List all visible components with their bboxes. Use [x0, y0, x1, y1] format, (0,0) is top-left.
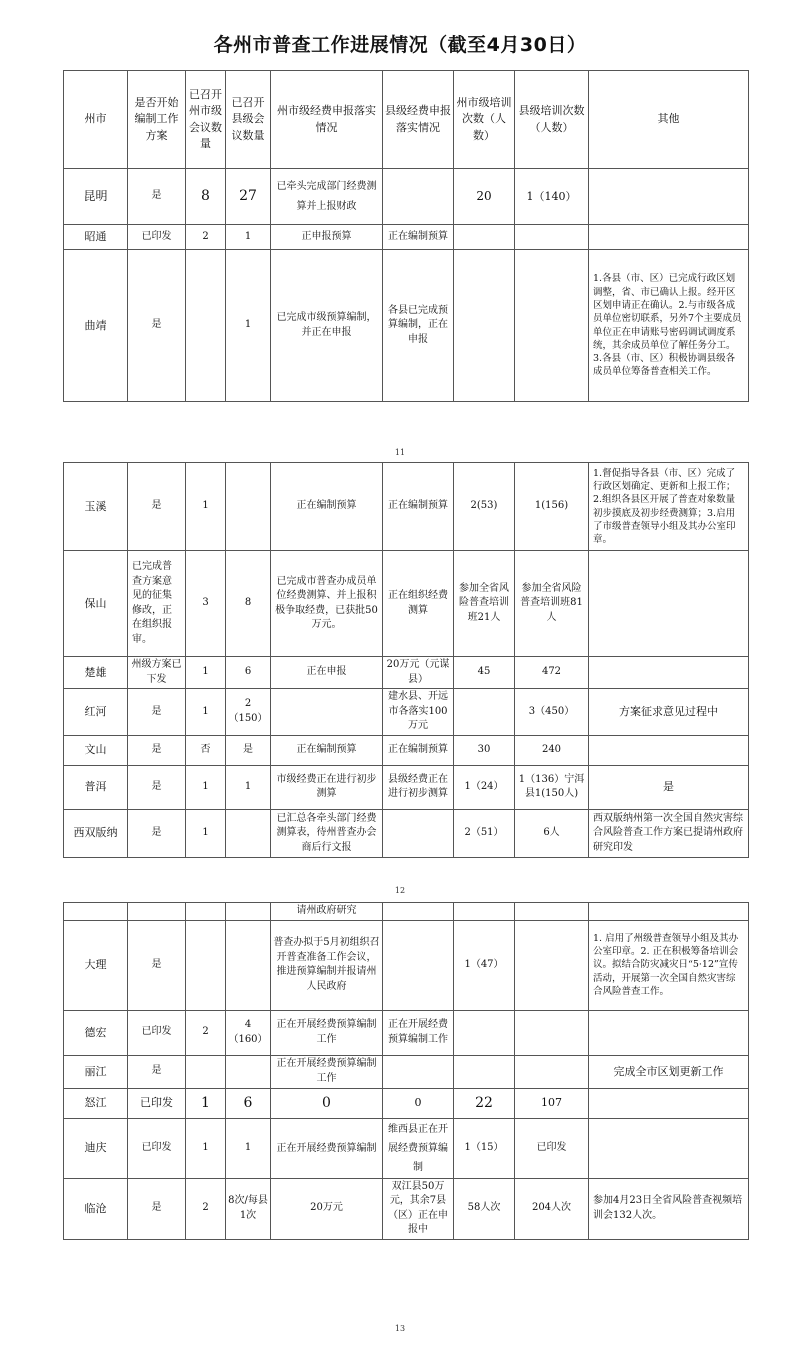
cell-other: 完成全市区划更新工作: [589, 1055, 749, 1088]
cell-county-training: [515, 1055, 589, 1088]
cell-county-meetings: 2（150）: [226, 689, 271, 736]
cell-city: 丽江: [64, 1055, 128, 1088]
cell-county-meetings: 是: [226, 735, 271, 765]
table-row: [64, 1010, 749, 1055]
cell-plan: 州级方案已下发: [128, 657, 186, 689]
cell-county-training: [515, 920, 589, 1010]
table-row: [64, 1178, 749, 1239]
table-row: [64, 657, 749, 689]
cell-city-meetings: 1: [186, 765, 226, 809]
cell-other: [589, 735, 749, 765]
cell-city-funding: [271, 689, 383, 736]
cell-plan: 已印发: [128, 225, 186, 250]
cell-city-funding: 正在开展经费预算编制工作: [271, 1055, 383, 1088]
cell-city-funding-continued: 请州政府研究: [271, 903, 383, 921]
page-number: 12: [394, 886, 406, 895]
cell-county-funding: 各县已完成预算编制，正在申报: [383, 250, 454, 402]
cell-city: 昆明: [64, 169, 128, 225]
cell-other: 1.督促指导各县（市、区）完成了行政区划确定、更新和上报工作；2.组织各县区开展了普查对象数量初步摸底及初步经费测算；3.启用了市级普查领导小组及其办公室印章。: [589, 463, 749, 551]
cell-plan: 已印发: [128, 1010, 186, 1055]
cell-city-meetings: [186, 250, 226, 402]
cell-city-meetings: 2: [186, 225, 226, 250]
table-row: [64, 463, 749, 551]
cell-county-meetings: 8: [226, 551, 271, 657]
cell-city: 迪庆: [64, 1118, 128, 1178]
cell-county-training: 已印发: [515, 1118, 589, 1178]
cell-county-funding: 建水县、开远市各落实100万元: [383, 689, 454, 736]
cell-county-funding: [383, 920, 454, 1010]
cell-city: 保山: [64, 551, 128, 657]
cell-county-training: 107: [515, 1088, 589, 1118]
table-row: [64, 225, 749, 250]
cell-other: [589, 1010, 749, 1055]
cell-city-funding: 已完成市级预算编制，并正在申报: [271, 250, 383, 402]
cell-county-meetings: 1: [226, 225, 271, 250]
header-cell: 已召开州市级会议数量: [186, 71, 226, 169]
cell-city-training: [454, 225, 515, 250]
table-row: [64, 1055, 749, 1088]
progress-table-page-2: [63, 462, 749, 858]
cell-county-funding: 维西县正在开展经费预算编制: [383, 1118, 454, 1178]
cell-city-funding: 普查办拟于5月初组织召开普查准备工作会议，推进预算编制并报请州人民政府: [271, 920, 383, 1010]
header-cell: 县级培训次数（人数）: [515, 71, 589, 169]
cell-plan: 已印发: [128, 1118, 186, 1178]
cell-plan: 是: [128, 250, 186, 402]
cell-county-training: [515, 225, 589, 250]
cell-other: 是: [589, 765, 749, 809]
table-row: [64, 765, 749, 809]
cell-county-training: 6人: [515, 809, 589, 858]
cell-city-funding: 20万元: [271, 1178, 383, 1239]
cell-city-funding: 市级经费正在进行初步测算: [271, 765, 383, 809]
cell-city-meetings: 1: [186, 809, 226, 858]
cell-county-training: 204人次: [515, 1178, 589, 1239]
table-row: [64, 551, 749, 657]
cell-county-training: 1（136）宁洱县1(150人): [515, 765, 589, 809]
cell-county-funding: 县级经费正在进行初步测算: [383, 765, 454, 809]
cell-county-training: 472: [515, 657, 589, 689]
cell-city-training: 1（24）: [454, 765, 515, 809]
cell-city: 昭通: [64, 225, 128, 250]
cell-county-meetings: 1: [226, 1118, 271, 1178]
cell-county-training: 240: [515, 735, 589, 765]
cell-city: 临沧: [64, 1178, 128, 1239]
cell-other: [589, 169, 749, 225]
cell-city-funding: 正在编制预算: [271, 735, 383, 765]
cell-city-training: [454, 250, 515, 402]
table-row: [64, 809, 749, 858]
cell-county-training: [515, 250, 589, 402]
cell-plan: 是: [128, 1178, 186, 1239]
header-cell: 州市: [64, 71, 128, 169]
cell-city-training: [454, 1010, 515, 1055]
table-row: [64, 250, 749, 402]
cell-city-funding: 已牵头完成部门经费测算并上报财政: [271, 169, 383, 225]
cell-city: 怒江: [64, 1088, 128, 1118]
table-row: [64, 1088, 749, 1118]
cell-city-funding: 已汇总各牵头部门经费测算表，待州普查办会商后行文报: [271, 809, 383, 858]
cell-city: 红河: [64, 689, 128, 736]
cell-city-meetings: 1: [186, 657, 226, 689]
table-header-row: [64, 71, 749, 169]
cell-other: 方案征求意见过程中: [589, 689, 749, 736]
cell-city-meetings: 否: [186, 735, 226, 765]
progress-table-page-1: [63, 70, 749, 402]
cell-city-meetings: 1: [186, 1088, 226, 1118]
cell-city-training: 参加全省风险普查培训班21人: [454, 551, 515, 657]
page-title: 各州市普查工作进展情况（截至4月30日）: [213, 34, 587, 56]
cell-county-funding: 正在开展经费预算编制工作: [383, 1010, 454, 1055]
cell-plan: 是: [128, 920, 186, 1010]
cell-county-funding: [383, 1055, 454, 1088]
cell-city-meetings: 8: [186, 169, 226, 225]
header-cell: 已召开县级会议数量: [226, 71, 271, 169]
cell-city-training: 45: [454, 657, 515, 689]
cell-city-meetings: [186, 1055, 226, 1088]
cell-county-funding: 正在编制预算: [383, 735, 454, 765]
cell-city: 文山: [64, 735, 128, 765]
cell-city-training: 1（15）: [454, 1118, 515, 1178]
cell-plan: 是: [128, 689, 186, 736]
cell-other: [589, 1118, 749, 1178]
table-row: [64, 1118, 749, 1178]
cell-county-meetings: 4（160）: [226, 1010, 271, 1055]
cell-county-funding: [383, 809, 454, 858]
cell-city-meetings: 3: [186, 551, 226, 657]
cell-county-training: 参加全省风险普查培训班81人: [515, 551, 589, 657]
cell-city-funding: 已完成市普查办成员单位经费测算、并上报积极争取经费，已获批50万元。: [271, 551, 383, 657]
cell-other: [589, 1088, 749, 1118]
cell-other: [589, 225, 749, 250]
header-cell: 州市级培训次数（人数）: [454, 71, 515, 169]
cell-county-meetings: 27: [226, 169, 271, 225]
table-row: [64, 689, 749, 736]
cell-plan: 是: [128, 169, 186, 225]
cell-county-meetings: [226, 809, 271, 858]
cell-county-funding: 20万元（元谋县）: [383, 657, 454, 689]
cell-county-funding: 双江县50万元，其余7县（区）正在申报中: [383, 1178, 454, 1239]
progress-table-page-3: [63, 902, 749, 1240]
cell-city-training: [454, 689, 515, 736]
cell-city: 曲靖: [64, 250, 128, 402]
cell-other: 西双版纳州第一次全国自然灾害综合风险普查工作方案已提请州政府研究印发: [589, 809, 749, 858]
cell-plan: 已印发: [128, 1088, 186, 1118]
cell-other: 1.各县（市、区）已完成行政区划调整，省、市已确认上报。经开区区划申请正在确认。2.与市级各成员单位密切联系，另外7个主要成员单位正在申请账号密码调试调度系统，其余成员单位了解任务分工。3.各县（市、区）积极协调县级各成员单位筹备普查相关工作。: [589, 250, 749, 402]
table-row: [64, 920, 749, 1010]
cell-city-funding: 正在开展经费预算编制: [271, 1118, 383, 1178]
cell-plan: 是: [128, 765, 186, 809]
cell-plan: 是: [128, 463, 186, 551]
cell-city: 德宏: [64, 1010, 128, 1055]
cell-city: 西双版纳: [64, 809, 128, 858]
cell-other: [589, 657, 749, 689]
page-number: 13: [394, 1324, 406, 1333]
cell-city-meetings: [186, 920, 226, 1010]
cell-county-training: [515, 1010, 589, 1055]
cell-county-funding: 正在编制预算: [383, 463, 454, 551]
cell-city-training: 2（51）: [454, 809, 515, 858]
cell-county-meetings: 6: [226, 1088, 271, 1118]
cell-city: 楚雄: [64, 657, 128, 689]
cell-county-training: 1(156): [515, 463, 589, 551]
header-cell: 其他: [589, 71, 749, 169]
cell-city-training: 22: [454, 1088, 515, 1118]
cell-city-funding: 正申报预算: [271, 225, 383, 250]
cell-county-meetings: 1: [226, 250, 271, 402]
cell-city-meetings: 1: [186, 463, 226, 551]
cell-city-training: 1（47）: [454, 920, 515, 1010]
cell-city: 玉溪: [64, 463, 128, 551]
cell-county-meetings: 8次/每县1次: [226, 1178, 271, 1239]
cell-city-meetings: 1: [186, 689, 226, 736]
cell-plan: 是: [128, 1055, 186, 1088]
page-number: 11: [394, 448, 406, 457]
cell-county-funding: 正在组织经费测算: [383, 551, 454, 657]
cell-city: 普洱: [64, 765, 128, 809]
header-cell: 是否开始编制工作方案: [128, 71, 186, 169]
cell-county-funding: 0: [383, 1088, 454, 1118]
cell-county-meetings: [226, 920, 271, 1010]
cell-city-funding: 0: [271, 1088, 383, 1118]
cell-county-meetings: [226, 1055, 271, 1088]
cell-city: 大理: [64, 920, 128, 1010]
cell-plan: 是: [128, 735, 186, 765]
cell-city-funding: 正在申报: [271, 657, 383, 689]
cell-city-funding: 正在编制预算: [271, 463, 383, 551]
cell-city-training: 58人次: [454, 1178, 515, 1239]
cell-city-training: 20: [454, 169, 515, 225]
cell-other: 参加4月23日全省风险普查视频培训会132人次。: [589, 1178, 749, 1239]
cell-city-meetings: 1: [186, 1118, 226, 1178]
cell-county-meetings: 1: [226, 765, 271, 809]
cell-plan: 是: [128, 809, 186, 858]
table-row: [64, 735, 749, 765]
cell-city-training: 30: [454, 735, 515, 765]
cell-county-funding: [383, 169, 454, 225]
table-row-continued: [64, 903, 749, 921]
cell-plan: 已完成普查方案意见的征集修改，正在组织报审。: [128, 551, 186, 657]
cell-city-training: 2(53): [454, 463, 515, 551]
cell-county-meetings: 6: [226, 657, 271, 689]
cell-city-funding: 正在开展经费预算编制工作: [271, 1010, 383, 1055]
cell-county-training: 3（450）: [515, 689, 589, 736]
header-cell: 县级经费申报落实情况: [383, 71, 454, 169]
cell-city-meetings: 2: [186, 1010, 226, 1055]
cell-city-meetings: 2: [186, 1178, 226, 1239]
cell-county-meetings: [226, 463, 271, 551]
cell-county-funding: 正在编制预算: [383, 225, 454, 250]
cell-county-training: 1（140）: [515, 169, 589, 225]
cell-other: [589, 551, 749, 657]
cell-city-training: [454, 1055, 515, 1088]
header-cell: 州市级经费申报落实情况: [271, 71, 383, 169]
table-row: [64, 169, 749, 225]
cell-other: 1. 启用了州级普查领导小组及其办公室印章。2. 正在积极筹备培训会议。拟结合防灾减灾日“5·12”宣传活动，开展第一次全国自然灾害综合风险普查工作。: [589, 920, 749, 1010]
